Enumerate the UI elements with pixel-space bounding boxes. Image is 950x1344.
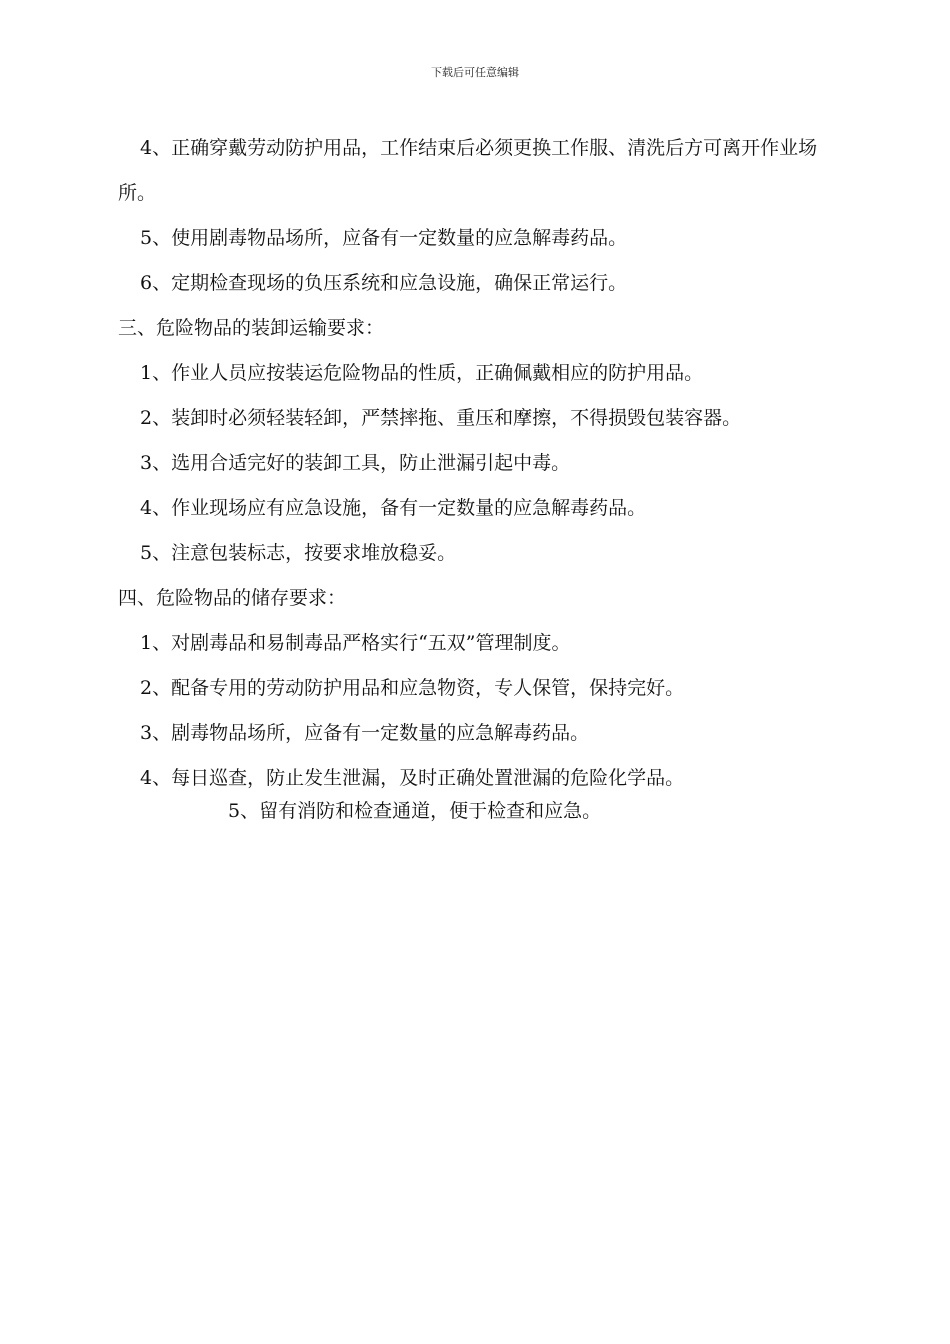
list-item: 5、留有消防和检查通道，便于检查和应急。 <box>228 800 602 822</box>
list-item: 1、作业人员应按装运危险物品的性质，正确佩戴相应的防护用品。 <box>140 362 704 384</box>
list-item: 3、选用合适完好的装卸工具，防止泄漏引起中毒。 <box>140 452 571 474</box>
list-item: 1、对剧毒品和易制毒品严格实行“五双”管理制度。 <box>140 632 571 654</box>
section-heading-storage: 四、危险物品的储存要求： <box>118 587 347 609</box>
list-item: 3、剧毒物品场所，应备有一定数量的应急解毒药品。 <box>140 722 590 744</box>
paragraph-antidote: 5、使用剧毒物品场所，应备有一定数量的应急解毒药品。 <box>140 227 628 249</box>
list-item: 5、注意包装标志，按要求堆放稳妥。 <box>140 542 457 564</box>
list-item: 2、装卸时必须轻装轻卸，严禁摔拖、重压和摩擦，不得损毁包装容器。 <box>140 407 742 429</box>
paragraph-ppe: 4、正确穿戴劳动防护用品，工作结束后必须更换工作服、清洗后方可离开作业场所。 <box>118 137 818 204</box>
page-header: 下载后可任意编辑 <box>431 66 519 79</box>
paragraph-inspection: 6、定期检查现场的负压系统和应急设施，确保正常运行。 <box>140 272 628 294</box>
list-item: 4、作业现场应有应急设施，备有一定数量的应急解毒药品。 <box>140 497 647 519</box>
section-heading-loading: 三、危险物品的装卸运输要求： <box>118 317 385 339</box>
document-body <box>118 126 848 834</box>
list-item: 2、配备专用的劳动防护用品和应急物资，专人保管，保持完好。 <box>140 677 685 699</box>
list-item: 4、每日巡查，防止发生泄漏，及时正确处置泄漏的危险化学品。 <box>140 767 685 789</box>
